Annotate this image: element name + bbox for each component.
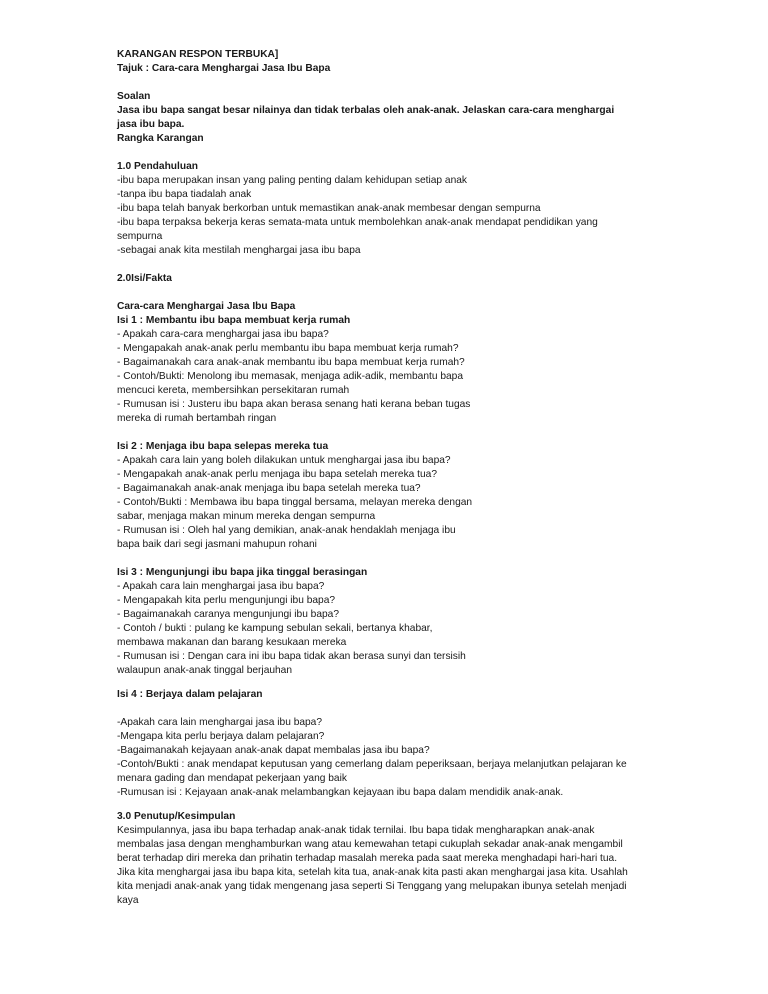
text-line: - Bagaimanakah anak-anak menjaga ibu bapa setelah mereka tua? [117,483,421,494]
text-line: -Bagaimanakah kejayaan anak-anak dapat membalas jasa ibu bapa? [117,745,430,756]
text-line: sabar, menjaga makan minum mereka dengan sempurna [117,511,376,522]
text-line: - Mengapakah kita perlu mengunjungi ibu bapa? [117,595,336,606]
section-heading: 2.0Isi/Fakta [117,273,172,284]
soalan-line: jasa ibu bapa. [117,119,185,130]
text-line: -sebagai anak kita mestilah menghargai jasa ibu bapa [117,245,361,256]
isi-heading: Isi 4 : Berjaya dalam pelajaran [117,689,263,700]
document-title: KARANGAN RESPON TERBUKA] [117,49,279,60]
text-line: - Rumusan isi : Oleh hal yang demikian, anak-anak hendaklah menjaga ibu [117,525,456,536]
text-line: walaupun anak-anak tinggal berjauhan [117,665,293,676]
text-line: membalas jasa dengan menghamburkan wang atau kemewahan tetapi cukuplah sekadar anak-anak mengambil [117,839,623,850]
text-line: -ibu bapa telah banyak berkorban untuk memastikan anak-anak membesar dengan sempurna [117,203,541,214]
text-line: - Apakah cara lain yang boleh dilakukan untuk menghargai jasa ibu bapa? [117,455,451,466]
text-line: -Mengapa kita perlu berjaya dalam pelajaran? [117,731,325,742]
tajuk-line: Tajuk : Cara-cara Menghargai Jasa Ibu Bapa [117,63,331,74]
text-line: Jika kita menghargai jasa ibu bapa kita, setelah kita tua, anak-anak kita pasti akan menghargai jasa kita. Usahlah [117,867,628,878]
text-line: berat terhadap diri mereka dan prihatin terhadap masalah mereka pada saat mereka menghadapi hari-hari tua. [117,853,618,864]
text-line: - Contoh / bukti : pulang ke kampung sebulan sekali, bertanya khabar, [117,623,433,634]
text-line: sempurna [117,231,163,242]
isi-heading: Isi 1 : Membantu ibu bapa membuat kerja rumah [117,315,351,326]
text-line: -ibu bapa merupakan insan yang paling penting dalam kehidupan setiap anak [117,175,468,186]
text-line: Kesimpulannya, jasa ibu bapa terhadap anak-anak tidak ternilai. Ibu bapa tidak mengharapkan anak-anak [117,825,595,836]
text-line: bapa baik dari segi jasmani mahupun rohani [117,539,317,550]
text-line: kita menjadi anak-anak yang tidak mengenang jasa seperti Si Tenggang yang melupakan ibunya setelah menjadi [117,881,627,892]
text-line: - Mengapakah anak-anak perlu membantu ibu bapa membuat kerja rumah? [117,343,459,354]
isi4-section [117,688,768,800]
text-line: - Bagaimanakah caranya mengunjungi ibu bapa? [117,609,340,620]
section-heading: Cara-cara Menghargai Jasa Ibu Bapa [117,301,296,312]
rangka-heading: Rangka Karangan [117,133,204,144]
text-line: mencuci kereta, membersihkan persekitaran rumah [117,385,350,396]
soalan-line: Jasa ibu bapa sangat besar nilainya dan tidak terbalas oleh anak-anak. Jelaskan cara-cara menghargai [117,105,615,116]
text-line: -Apakah cara lain menghargai jasa ibu bapa? [117,717,323,728]
pendahuluan-section [117,160,768,258]
isi-heading: Isi 2 : Menjaga ibu bapa selepas mereka tua [117,441,329,452]
text-line: - Apakah cara-cara menghargai jasa ibu bapa? [117,329,329,340]
text-line: -Contoh/Bukti : anak mendapat keputusan yang cemerlang dalam peperiksaan, berjaya melanjutkan pelajaran ke [117,759,627,770]
section-heading: 3.0 Penutup/Kesimpulan [117,811,236,822]
text-line: -tanpa ibu bapa tiadalah anak [117,189,252,200]
text-line: mereka di rumah bertambah ringan [117,413,277,424]
text-line: - Apakah cara lain menghargai jasa ibu bapa? [117,581,325,592]
text-line: - Mengapakah anak-anak perlu menjaga ibu bapa setelah mereka tua? [117,469,437,480]
text-line: - Rumusan isi : Justeru ibu bapa akan berasa senang hati kerana beban tugas [117,399,471,410]
text-line: - Contoh/Bukti : Membawa ibu bapa tinggal bersama, melayan mereka dengan [117,497,473,508]
isi2-section [117,440,768,552]
text-line: kaya [117,895,139,906]
section-heading: 1.0 Pendahuluan [117,161,198,172]
text-line: - Rumusan isi : Dengan cara ini ibu bapa tidak akan berasa sunyi dan tersisih [117,651,466,662]
text-line: menara gading dan mendapat pekerjaan yang baik [117,773,347,784]
isi1-section [117,314,768,426]
text-line: membawa makanan dan barang kesukaan mereka [117,637,347,648]
isi3-section [117,566,768,678]
soalan-heading: Soalan [117,91,151,102]
text-line: - Bagaimanakah cara anak-anak membantu ibu bapa membuat kerja rumah? [117,357,465,368]
text-line: -Rumusan isi : Kejayaan anak-anak melambangkan kejayaan ibu bapa dalam mendidik anak-anak. [117,787,564,798]
isi-heading: Isi 3 : Mengunjungi ibu bapa jika tinggal berasingan [117,567,368,578]
penutup-section [117,810,768,908]
text-line: - Contoh/Bukti: Menolong ibu memasak, menjaga adik-adik, membantu bapa [117,371,463,382]
text-line: -ibu bapa terpaksa bekerja keras semata-mata untuk membolehkan anak-anak mendapat pendidikan yang [117,217,598,228]
